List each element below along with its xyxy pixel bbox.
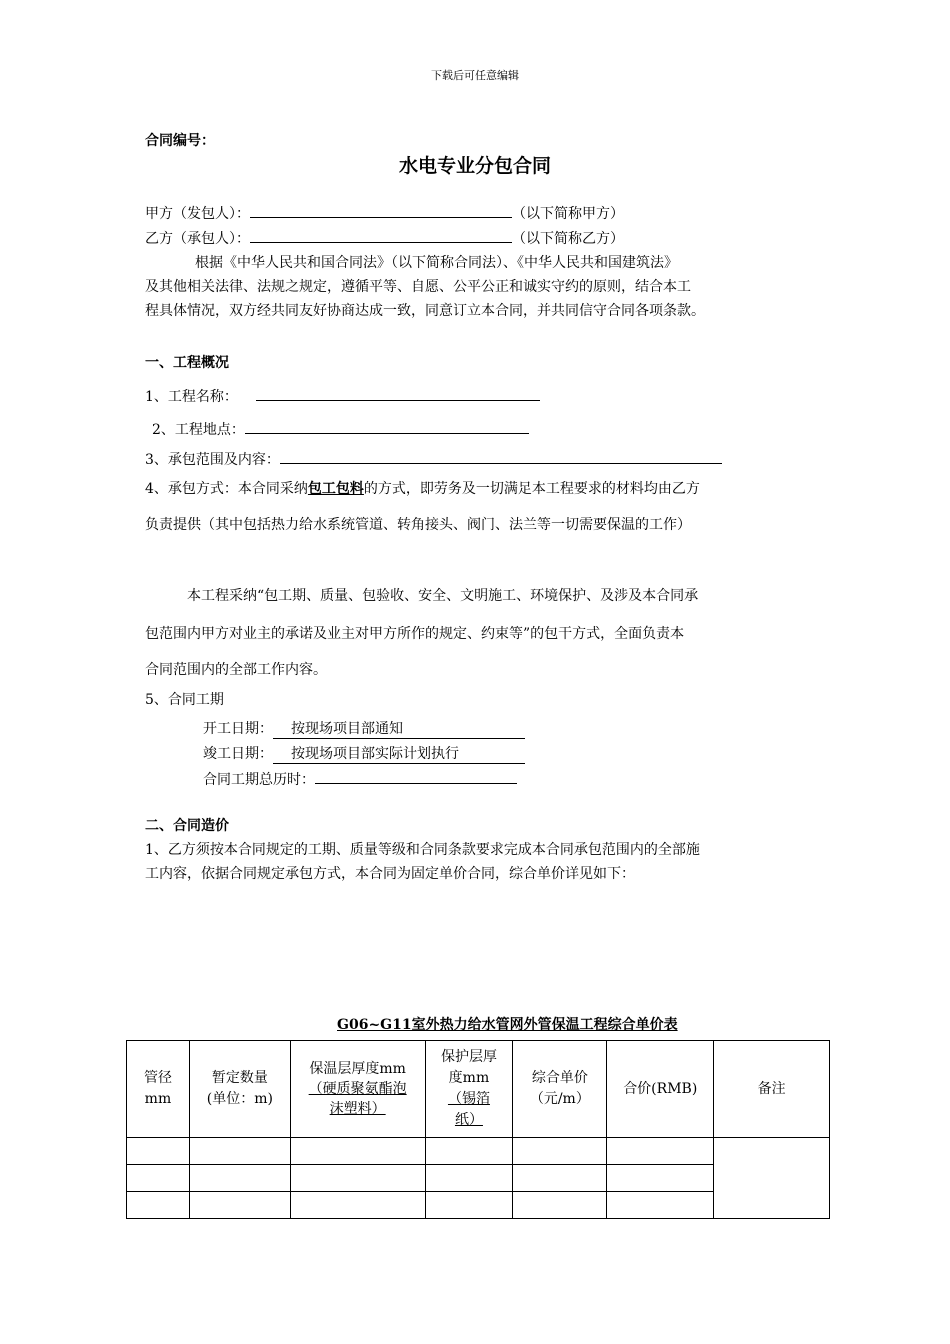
project-location-line [152,418,529,439]
scope-line [145,448,722,469]
party-b-blank[interactable] [250,227,512,243]
package-para-line-1: 本工程采纳“包工期、质量、包验收、安全、文明施工、环境保护、及涉及本合同承 [187,588,699,604]
preamble-line-3: 程具体情况，双方经共同友好协商达成一致，同意订立本合同，并共同信守合同各项条款。 [145,303,705,319]
party-a-blank[interactable] [250,202,512,218]
table-row [127,1138,830,1165]
section2-para-line-1: 1、乙方须按本合同规定的工期、质量等级和合同条款要求完成本合同承包范围内的全部施 [145,842,700,858]
start-date-label: 开工日期： [203,721,273,737]
header-insulation: 保温层厚度mm （硬质聚氨酯泡 沫塑料） [290,1041,425,1138]
party-a-line [145,202,624,223]
unit-price-table [126,1040,830,1219]
section1-heading: 一、工程概况 [145,355,229,371]
package-para-line-3: 合同范围内的全部工作内容。 [145,662,327,678]
contract-method-line-2: 负责提供（其中包括热力给水系统管道、转角接头、阀门、法兰等一切需要保温的工作） [145,517,691,533]
table-cell[interactable] [189,1165,290,1192]
table-cell[interactable] [290,1138,425,1165]
contract-method-bold: 包工包料 [307,481,364,497]
contract-number-label: 合同编号： [145,133,215,149]
start-date-value[interactable]: 按现场项目部通知 [273,718,525,739]
project-name-label: 1、工程名称： [145,389,238,405]
contract-period-heading: 5、合同工期 [145,692,224,708]
project-location-blank[interactable] [245,418,529,434]
project-name-line [145,385,540,406]
table-cell[interactable] [607,1192,714,1219]
contract-method-line [145,478,700,498]
remark-cell[interactable] [714,1138,830,1219]
party-b-suffix: （以下简称乙方） [512,231,624,247]
table-cell[interactable] [513,1165,607,1192]
total-duration-label: 合同工期总历时： [203,772,315,788]
table-cell[interactable] [127,1138,190,1165]
project-name-blank[interactable] [256,385,540,401]
watermark-text: 下载后可任意编辑 [431,69,519,82]
table-cell[interactable] [290,1192,425,1219]
scope-blank[interactable] [280,448,722,464]
table-cell[interactable] [513,1138,607,1165]
table-cell[interactable] [127,1165,190,1192]
table-cell[interactable] [607,1165,714,1192]
header-remark: 备注 [714,1041,830,1138]
section2-heading: 二、合同造价 [145,818,229,834]
scope-label: 3、承包范围及内容： [145,452,280,468]
party-b-line [145,227,624,248]
section2-para-line-2: 工内容，依据合同规定承包方式，本合同为固定单价合同，综合单价详见如下： [145,866,635,882]
package-para-line-2: 包范围内甲方对业主的承诺及业主对甲方所作的规定、约束等”的包干方式，全面负责本 [145,626,685,642]
table-cell[interactable] [290,1165,425,1192]
table-cell[interactable] [513,1192,607,1219]
contract-method-post: 的方式，即劳务及一切满足本工程要求的材料均由乙方 [363,481,700,497]
end-date-value[interactable]: 按现场项目部实际计划执行 [273,743,525,764]
header-diameter: 管径 mm [127,1041,190,1138]
party-a-label: 甲方（发包人）： [145,206,250,222]
table-cell[interactable] [607,1138,714,1165]
start-date-line [203,718,525,739]
contract-method-pre: 4、承包方式：本合同采纳 [145,481,308,497]
total-duration-line [203,768,517,789]
header-protection: 保护层厚 度mm （锡箔 纸） [425,1041,513,1138]
party-a-suffix: （以下简称甲方） [512,206,624,222]
end-date-label: 竣工日期： [203,746,273,762]
table-cell[interactable] [189,1138,290,1165]
table-cell[interactable] [425,1138,513,1165]
preamble-line-1: 根据《中华人民共和国合同法》（以下简称合同法）、《中华人民共和国建筑法》 [195,255,678,271]
header-quantity: 暂定数量 (单位：m) [189,1041,290,1138]
project-location-label: 2、工程地点： [152,422,245,438]
preamble-line-2: 及其他相关法律、法规之规定，遵循平等、自愿、公平公正和诚实守约的原则，结合本工 [145,279,691,295]
table-cell[interactable] [425,1165,513,1192]
header-total: 合价(RMB) [607,1041,714,1138]
price-table-title: G06~G11室外热力给水管网外管保温工程综合单价表 [337,1017,678,1033]
table-cell[interactable] [127,1192,190,1219]
end-date-line [203,743,525,764]
header-unit-price: 综合单价 （元/m） [513,1041,607,1138]
document-title: 水电专业分包合同 [398,155,551,177]
table-header-row [127,1041,830,1138]
table-cell[interactable] [189,1192,290,1219]
party-b-label: 乙方（承包人）： [145,231,250,247]
total-duration-blank[interactable] [315,768,517,784]
table-cell[interactable] [425,1192,513,1219]
